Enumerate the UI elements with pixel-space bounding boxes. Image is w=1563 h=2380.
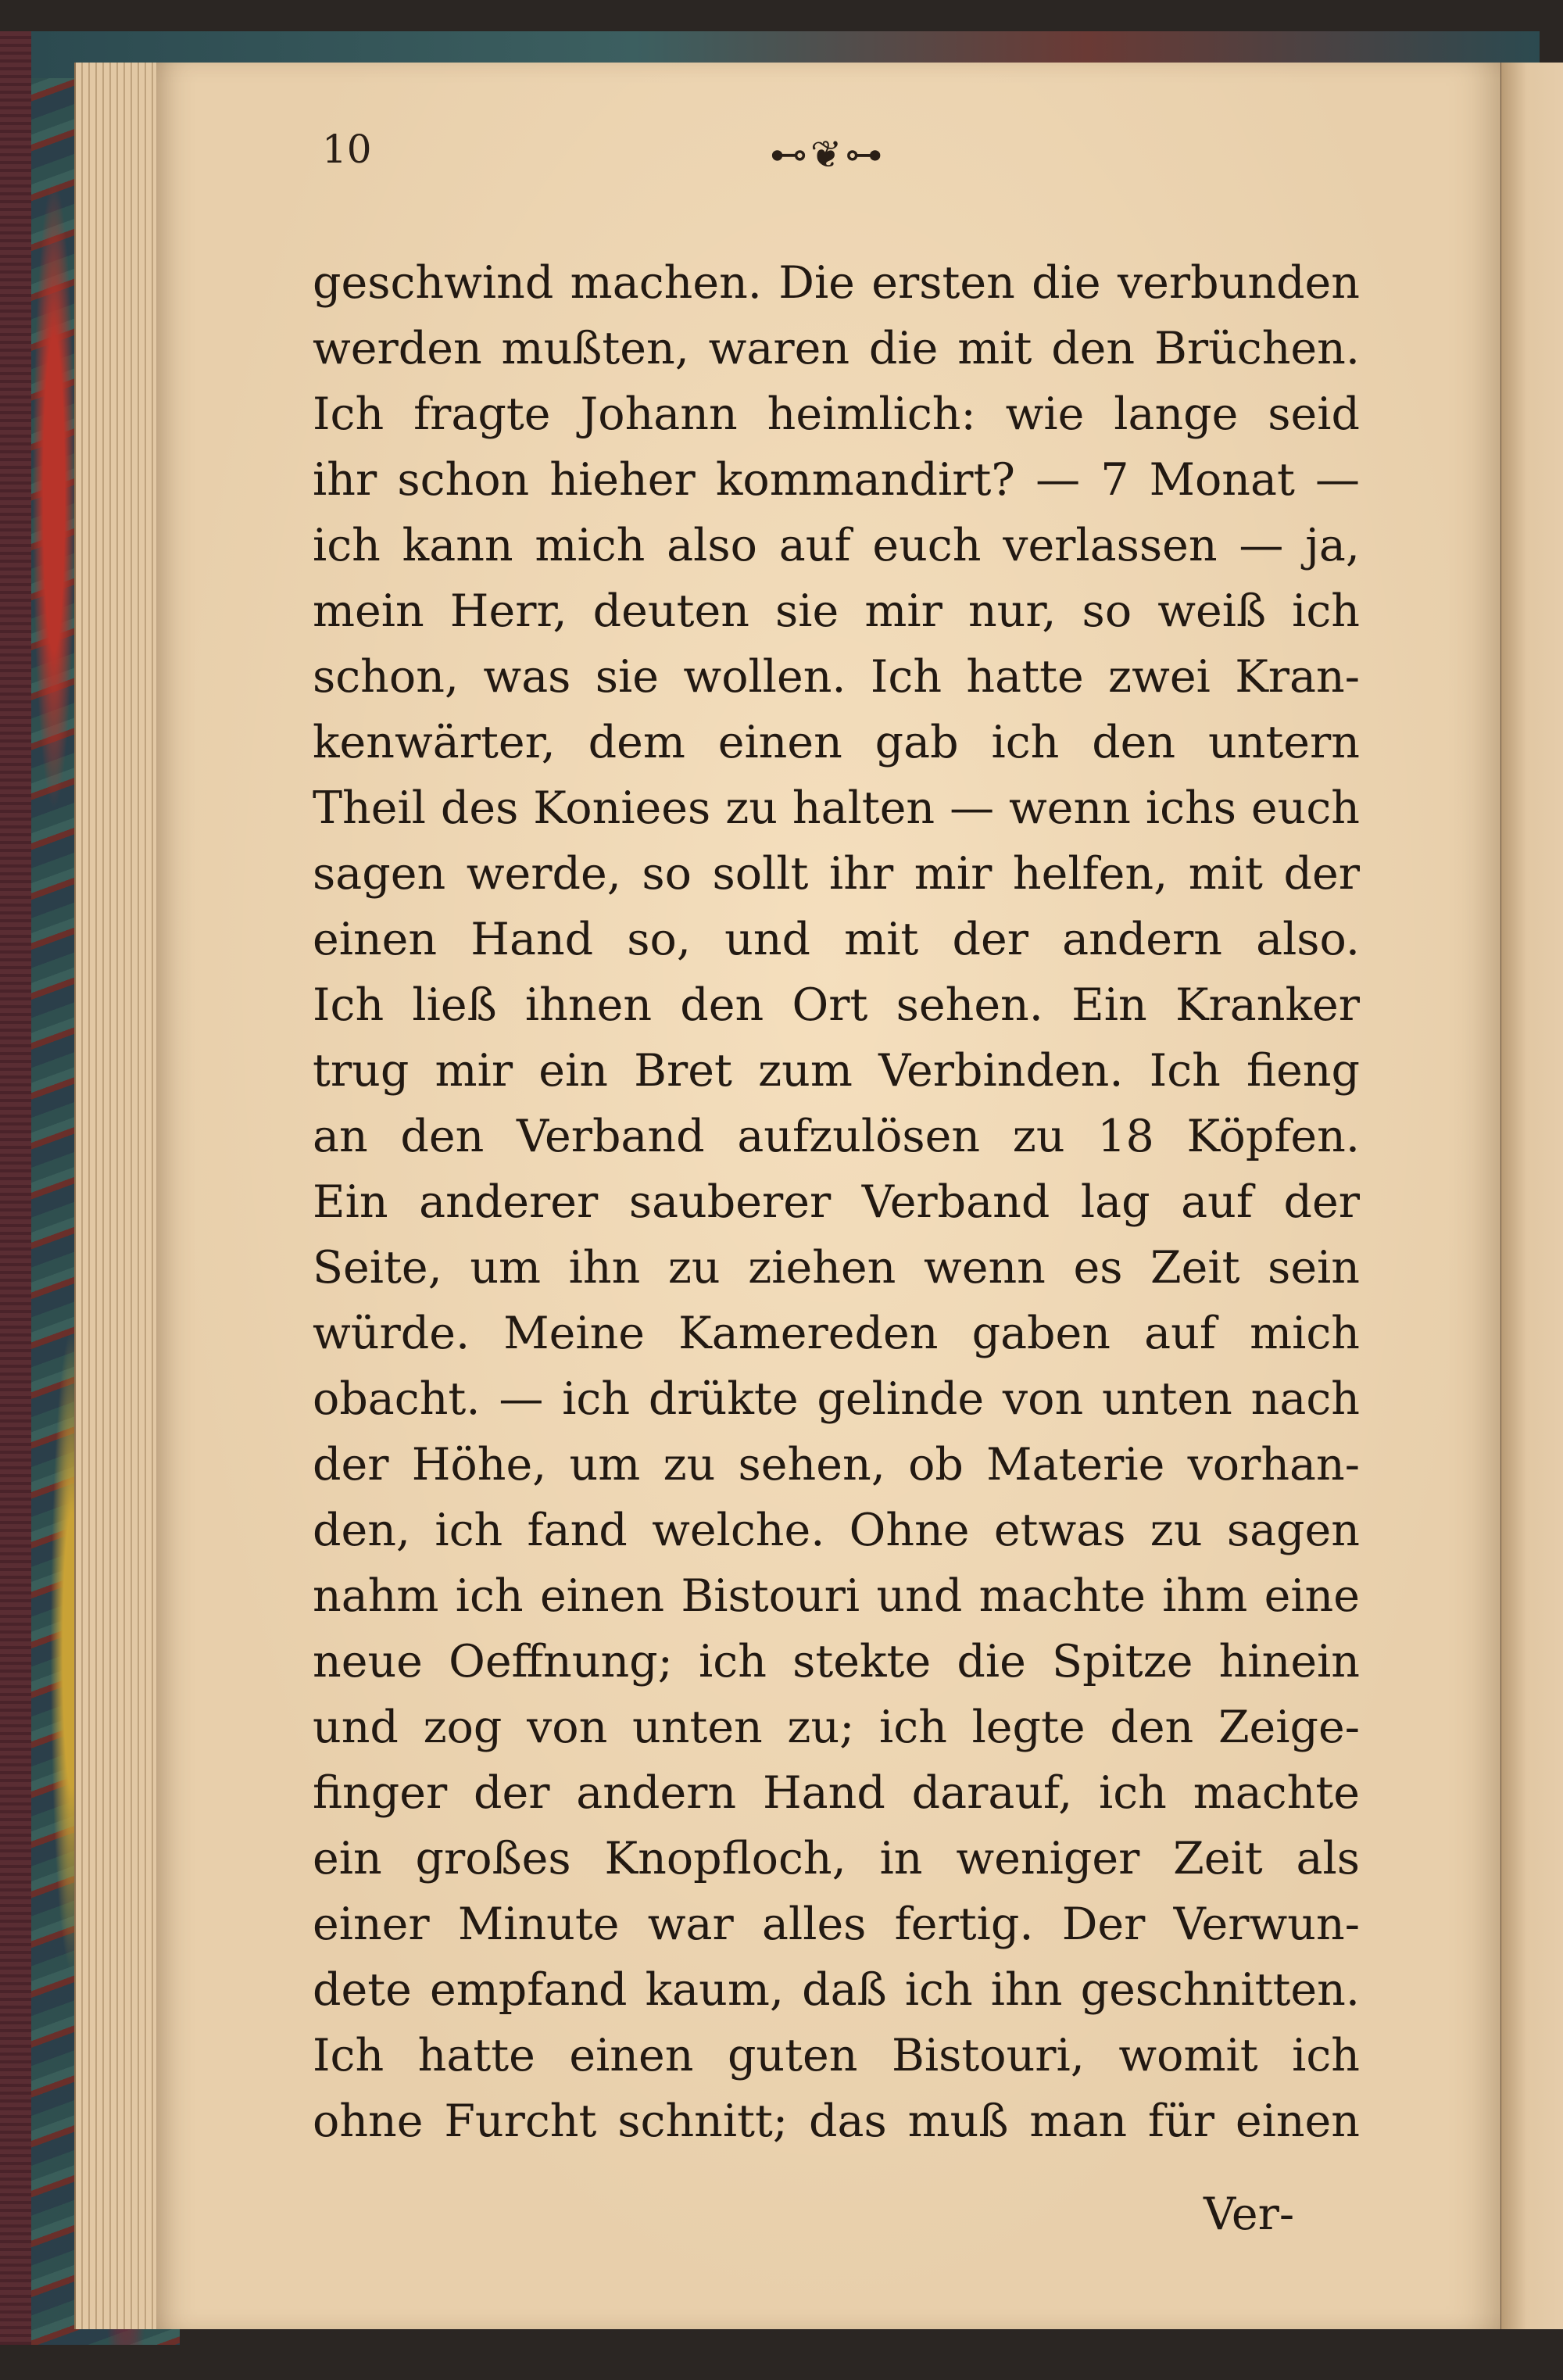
text-line: neue Oeffnung; ich stekte die Spitze hinein [313, 1636, 1360, 1687]
text-line: werden mußten, waren die mit den Brüchen. [313, 323, 1360, 374]
book-spine [0, 31, 31, 2345]
text-line: kenwärter, dem einen gab ich den untern [313, 717, 1360, 768]
text-line: schon, was sie wollen. Ich hatte zwei Kran- [313, 651, 1360, 703]
text-line: Ich ließ ihnen den Ort sehen. Ein Kranker [313, 979, 1360, 1031]
header-ornament: ⊷❦⊶ [770, 133, 886, 177]
page-number: 10 [322, 127, 372, 172]
text-line: dete empfand kaum, daß ich ihn geschnitten. [313, 1964, 1360, 2016]
text-line: trug mir ein Bret zum Verbinden. Ich fieng [313, 1045, 1360, 1097]
text-line: würde. Meine Kamereden gaben auf mich [313, 1308, 1360, 1359]
text-line: Seite, um ihn zu ziehen wenn es Zeit sein [313, 1242, 1360, 1294]
text-line: ein großes Knopfloch, in weniger Zeit als [313, 1833, 1360, 1884]
text-line: mein Herr, deuten sie mir nur, so weiß ich [313, 585, 1360, 637]
text-line: ich kann mich also auf euch verlassen — ja, [313, 520, 1360, 571]
catchword: Ver- [1204, 2189, 1295, 2240]
text-line: Ich fragte Johann heimlich: wie lange seid [313, 388, 1360, 440]
text-line: an den Verband aufzulösen zu 18 Köpfen. [313, 1111, 1360, 1162]
body-text [313, 250, 1360, 2154]
text-line: ihr schon hieher kommandirt? — 7 Monat — [313, 454, 1360, 506]
text-line: finger der andern Hand darauf, ich machte [313, 1767, 1360, 1819]
text-line: der Höhe, um zu sehen, ob Materie vorhan- [313, 1439, 1360, 1491]
text-line: den, ich fand welche. Ohne etwas zu sagen [313, 1505, 1360, 1556]
text-line: Ich hatte einen guten Bistouri, womit ich [313, 2030, 1360, 2081]
text-line: obacht. — ich drükte gelinde von unten nach [313, 1373, 1360, 1425]
text-line: Ein anderer sauberer Verband lag auf der [313, 1176, 1360, 1228]
text-line: einer Minute war alles fertig. Der Verwun- [313, 1899, 1360, 1950]
page-edges [74, 63, 170, 2329]
facing-page-edge [1499, 63, 1563, 2329]
text-line: einen Hand so, und mit der andern also. [313, 914, 1360, 965]
text-line: Theil des Koniees zu halten — wenn ichs euch [313, 782, 1360, 834]
text-line: und zog von unten zu; ich legte den Zeige- [313, 1702, 1360, 1753]
text-line: geschwind machen. Die ersten die verbunden [313, 257, 1360, 309]
text-line: ohne Furcht schnitt; das muß man für einen [313, 2095, 1360, 2147]
text-line: sagen werde, so sollt ihr mir helfen, mit der [313, 848, 1360, 900]
text-line: nahm ich einen Bistouri und machte ihm eine [313, 1570, 1360, 1622]
